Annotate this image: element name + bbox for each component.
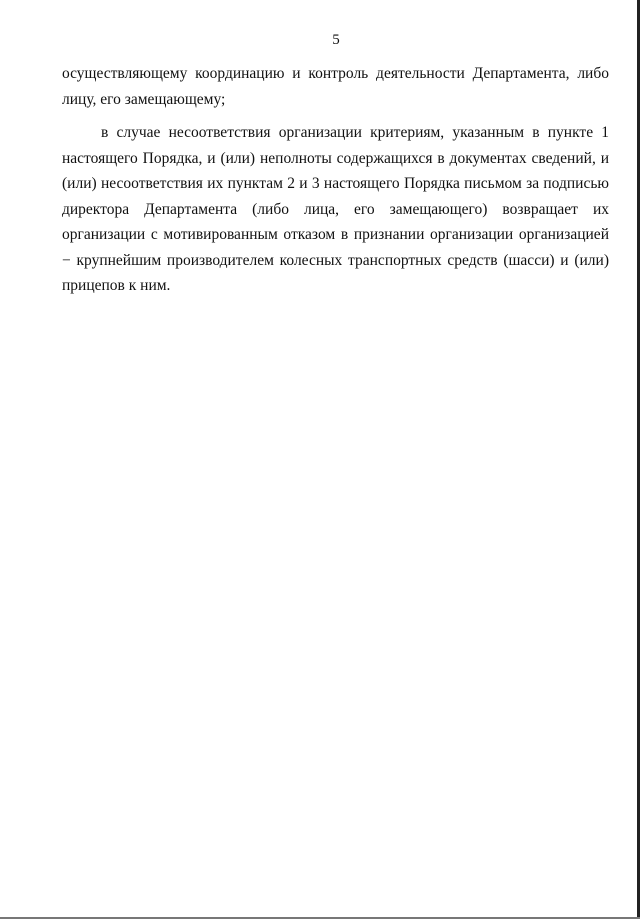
page-number: 5	[332, 32, 340, 48]
paragraph-refusal-clause: в случае несоответствия организации критериям, указанным в пункте 1 настоящего Порядка, и (или) неполноты содержащихся в документах сведений, и (или) несоответствия их пунктам 2 и 3 настоящего Порядка письмом за подписью директора Департамента (либо лица, его замещающего) возвращает их организации с мотивированным отказом в признании организации организацией − крупнейшим производителем колесных транспортных средств (шасси) и (или) прицепов к ним.	[62, 124, 609, 294]
paragraph-continuation: осуществляющему координацию и контроль деятельности Департамента, либо лицу, его замещающему;	[62, 65, 609, 108]
document-body	[62, 61, 609, 299]
